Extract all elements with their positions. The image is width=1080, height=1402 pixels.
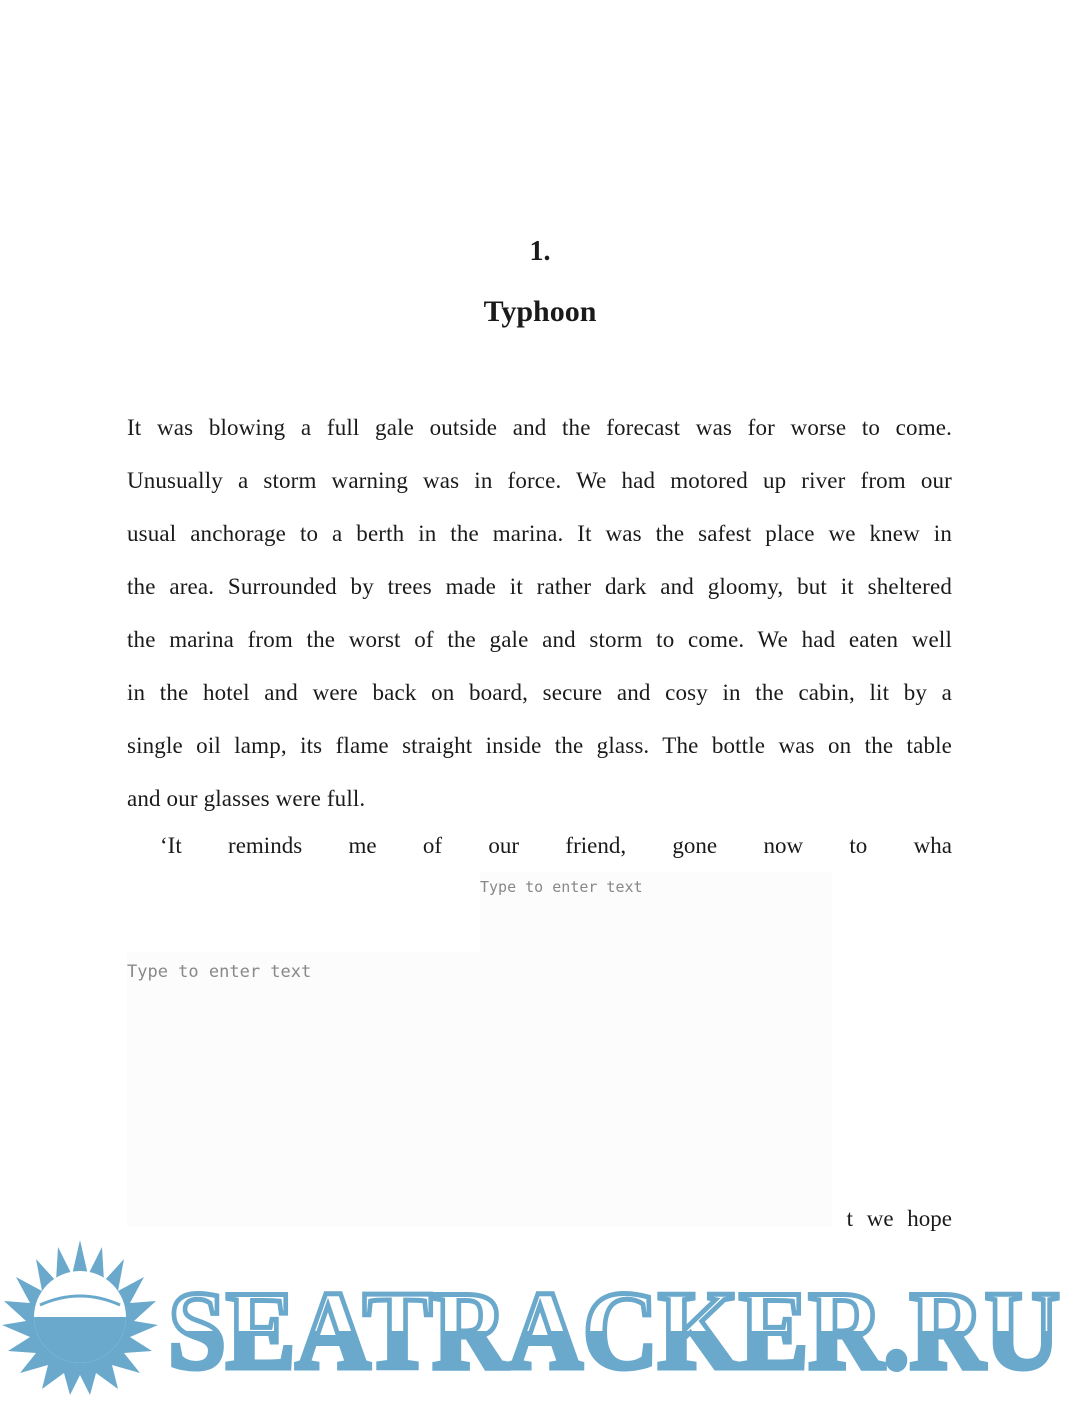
paragraph-1-line: It was blowing a full gale outside and the forecast was for worse to come.	[127, 415, 952, 440]
paragraph-2-word: of	[422, 833, 443, 858]
paragraph-2-word: me	[348, 833, 377, 858]
paragraph-2-word: ‘It	[160, 833, 182, 858]
text-box-placeholder: Type to enter text	[127, 962, 312, 982]
paragraph-1-line: and our glasses were full.	[127, 786, 366, 811]
paragraph-1-line: the area. Surrounded by trees made it rather dark and gloomy, but it sheltered	[127, 574, 952, 599]
watermark	[0, 1235, 1080, 1397]
paragraph-2-first-line	[127, 826, 952, 866]
chapter-number: 1.	[529, 236, 551, 267]
paragraph-2-word: friend,	[565, 833, 627, 858]
paragraph-1-line: usual anchorage to a berth in the marina. It was the safest place we knew in	[127, 521, 952, 546]
text-box-placeholder: Type to enter text	[480, 878, 643, 896]
trailing-text: t we hope	[846, 1206, 952, 1231]
watermark-text: SEATRACKER.RU	[168, 1269, 1060, 1393]
chapter-title: Typhoon	[483, 295, 597, 328]
watermark-graphic	[0, 1235, 1080, 1397]
paragraph-1-line: in the hotel and were back on board, secure and cosy in the cabin, lit by a	[127, 680, 952, 705]
paragraph-1-line: the marina from the worst of the gale and storm to come. We had eaten well	[127, 627, 952, 652]
paragraph-1-line: single oil lamp, its flame straight inside the glass. The bottle was on the table	[127, 733, 952, 758]
sun-logo	[2, 1240, 158, 1395]
text-box-small[interactable]	[480, 872, 832, 952]
paragraph-2-word: now	[763, 833, 804, 858]
paragraph-2-word: gone	[672, 833, 718, 858]
paragraph-2-word: reminds	[228, 833, 303, 858]
text-box-large[interactable]	[127, 952, 832, 1227]
paragraph-2-word: wha	[913, 833, 952, 858]
paragraph-2-word: to	[849, 833, 868, 858]
paragraph-1	[127, 401, 952, 825]
paragraph-1-line: Unusually a storm warning was in force. We had motored up river from our	[127, 468, 952, 493]
paragraph-2-word: our	[488, 833, 520, 858]
